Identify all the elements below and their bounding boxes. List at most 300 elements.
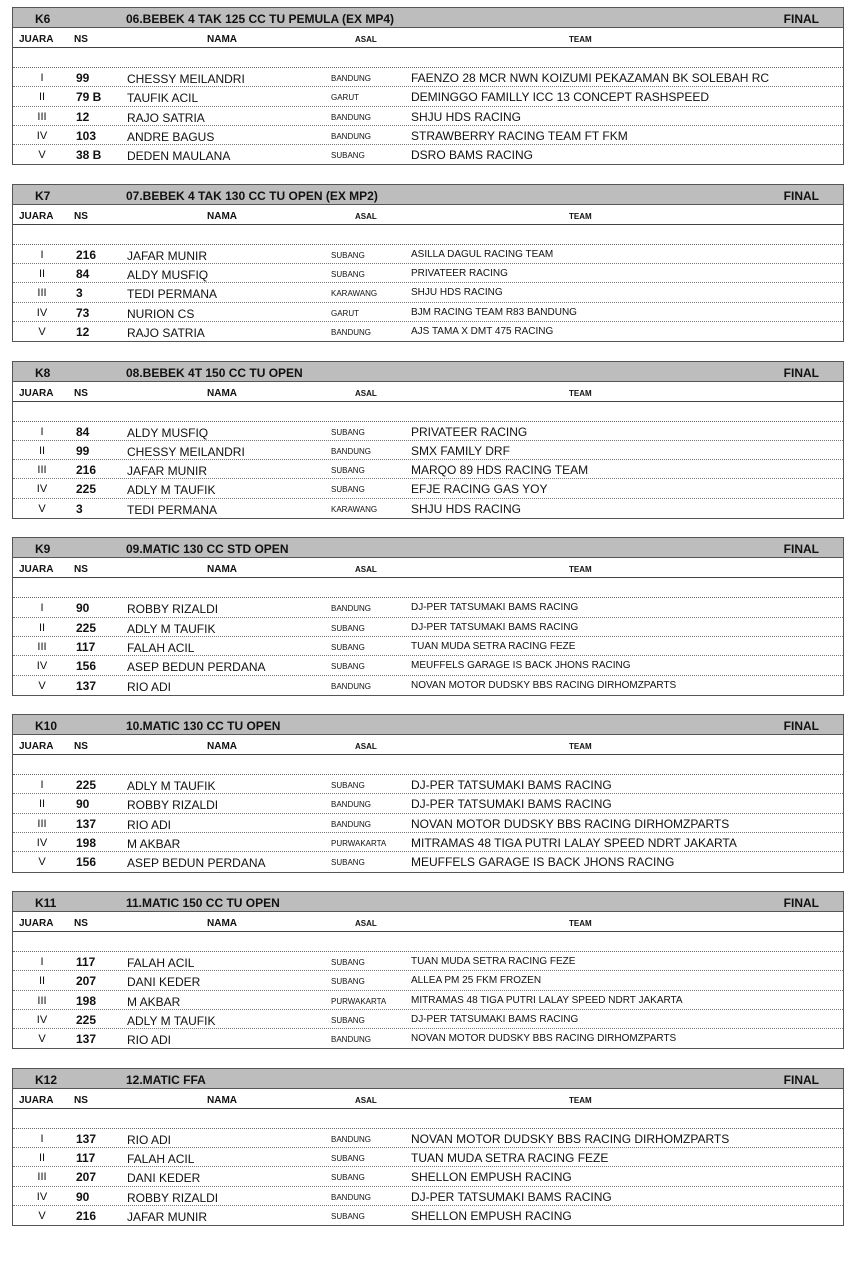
cell-asal: SUBANG — [331, 427, 365, 437]
cell-ns: 117 — [76, 639, 96, 654]
cell-asal: BANDUNG — [331, 131, 372, 141]
cell-juara: IV — [36, 1190, 48, 1203]
cell-nama: ASEP BEDUN PERDANA — [127, 660, 266, 675]
cell-team: DJ-PER TATSUMAKI BAMS RACING — [411, 602, 579, 614]
cell-team: SHELLON EMPUSH RACING — [411, 1170, 572, 1185]
cell-juara: IV — [36, 129, 48, 142]
cell-asal: BANDUNG — [331, 327, 372, 337]
cell-team: MITRAMAS 48 TIGA PUTRI LALAY SPEED NDRT JAKARTA — [411, 994, 683, 1006]
status-label: FINAL — [783, 895, 819, 910]
table-row — [13, 126, 843, 145]
column-header-asal: ASAL — [355, 918, 377, 928]
cell-team: PRIVATEER RACING — [411, 424, 528, 439]
column-header-ns: NS — [74, 210, 88, 222]
table-row — [13, 1187, 843, 1206]
cell-juara: I — [40, 1132, 44, 1145]
category-title: 10.MATIC 130 CC TU OPEN — [126, 719, 281, 734]
cell-ns: 73 — [76, 305, 90, 320]
cell-nama: FALAH ACIL — [127, 1151, 195, 1166]
cell-ns: 84 — [76, 267, 90, 282]
results-table — [12, 205, 844, 342]
cell-ns: 156 — [76, 659, 97, 674]
column-header-nama: NAMA — [207, 387, 237, 399]
status-label: FINAL — [783, 188, 819, 203]
cell-juara: I — [40, 72, 44, 84]
cell-team: EFJE RACING GAS YOY — [411, 482, 548, 497]
cell-nama: ADLY M TAUFIK — [127, 1013, 216, 1028]
column-header-team: TEAM — [569, 565, 592, 575]
cell-juara: IV — [36, 1013, 48, 1026]
cell-ns: 198 — [76, 993, 97, 1008]
cell-ns: 12 — [76, 324, 90, 339]
cell-juara: IV — [36, 660, 48, 673]
table-row — [13, 107, 843, 126]
cell-nama: RAJO SATRIA — [127, 325, 205, 340]
table-row — [13, 499, 843, 518]
cell-team: FAENZO 28 MCR NWN KOIZUMI PEKAZAMAN BK SOLEBAH RC — [411, 71, 770, 85]
table-row — [13, 794, 843, 813]
cell-ns: 3 — [76, 286, 83, 301]
results-document — [12, 7, 844, 1244]
column-header-nama: NAMA — [207, 564, 237, 576]
cell-team: MEUFFELS GARAGE IS BACK JHONS RACING — [411, 660, 631, 672]
cell-juara: III — [37, 817, 47, 830]
cell-juara: III — [37, 1171, 47, 1184]
blank-row — [13, 578, 843, 598]
category-code: K12 — [35, 1072, 58, 1087]
table-row — [13, 833, 843, 852]
cell-nama: JAFAR MUNIR — [127, 464, 208, 479]
category-section — [12, 184, 844, 342]
table-row — [13, 814, 843, 833]
section-header — [12, 537, 844, 558]
cell-nama: M AKBAR — [127, 837, 181, 852]
cell-ns: 84 — [76, 424, 90, 439]
cell-juara: V — [38, 502, 46, 515]
cell-team: SMX FAMILY DRF — [411, 443, 510, 458]
table-row — [13, 1167, 843, 1186]
cell-asal: SUBANG — [331, 623, 365, 633]
results-table — [12, 558, 844, 695]
cell-ns: 3 — [76, 501, 83, 516]
cell-ns: 12 — [76, 109, 90, 124]
cell-team: AJS TAMA X DMT 475 RACING — [411, 325, 554, 337]
table-row — [13, 971, 843, 990]
cell-juara: II — [38, 975, 46, 988]
cell-ns: 90 — [76, 797, 90, 812]
cell-nama: JAFAR MUNIR — [127, 248, 208, 263]
column-header-team: TEAM — [569, 35, 592, 44]
table-row — [13, 1010, 843, 1029]
cell-ns: 137 — [76, 678, 97, 693]
cell-team: NOVAN MOTOR DUDSKY BBS RACING DIRHOMZPARTS — [411, 816, 730, 831]
table-row — [13, 322, 843, 341]
cell-team: ALLEA PM 25 FKM FROZEN — [411, 975, 542, 987]
cell-juara: I — [40, 425, 44, 438]
cell-juara: I — [40, 955, 44, 968]
cell-asal: SUBANG — [331, 662, 365, 672]
status-label: FINAL — [783, 542, 819, 557]
table-row — [13, 422, 843, 441]
cell-nama: TEDI PERMANA — [127, 287, 218, 302]
column-header-juara: JUARA — [19, 1094, 54, 1106]
cell-asal: PURWAKARTA — [331, 839, 387, 849]
cell-asal: SUBANG — [331, 250, 365, 260]
category-title: 08.BEBEK 4T 150 CC TU OPEN — [126, 365, 303, 380]
column-header-row — [13, 912, 843, 932]
status-label: FINAL — [783, 719, 819, 734]
cell-asal: GARUT — [331, 93, 359, 103]
cell-nama: ASEP BEDUN PERDANA — [127, 856, 266, 871]
table-row — [13, 618, 843, 637]
cell-nama: DANI KEDER — [127, 975, 201, 990]
table-row — [13, 283, 843, 302]
column-header-asal: ASAL — [355, 211, 377, 221]
table-row — [13, 991, 843, 1010]
category-section — [12, 537, 844, 695]
cell-asal: BANDUNG — [331, 1035, 372, 1045]
column-header-asal: ASAL — [355, 35, 377, 44]
cell-team: STRAWBERRY RACING TEAM FT FKM — [411, 128, 628, 143]
cell-juara: I — [40, 602, 44, 615]
column-header-nama: NAMA — [207, 741, 237, 753]
cell-team: SHJU HDS RACING — [411, 501, 522, 516]
category-title: 09.MATIC 130 CC STD OPEN — [126, 542, 289, 557]
cell-juara: III — [37, 994, 47, 1007]
cell-juara: III — [37, 110, 47, 123]
column-header-asal: ASAL — [355, 388, 377, 398]
column-header-asal: ASAL — [355, 1095, 377, 1105]
cell-nama: ANDRE BAGUS — [127, 129, 215, 144]
results-table — [12, 382, 844, 519]
cell-team: TUAN MUDA SETRA RACING FEZE — [411, 955, 576, 967]
cell-team: SHJU HDS RACING — [411, 287, 503, 299]
cell-asal: SUBANG — [331, 977, 365, 987]
cell-juara: V — [38, 1209, 46, 1222]
cell-asal: BANDUNG — [331, 681, 372, 691]
cell-nama: ALDY MUSFIQ — [127, 425, 209, 440]
cell-juara: II — [38, 798, 46, 811]
cell-juara: III — [37, 640, 47, 653]
cell-nama: FALAH ACIL — [127, 955, 195, 970]
cell-team: DSRO BAMS RACING — [411, 148, 534, 163]
cell-asal: BANDUNG — [331, 819, 372, 829]
cell-nama: JAFAR MUNIR — [127, 1209, 208, 1224]
column-header-ns: NS — [74, 917, 88, 929]
cell-juara: II — [38, 1151, 46, 1164]
cell-nama: DANI KEDER — [127, 1171, 201, 1186]
column-header-nama: NAMA — [207, 917, 237, 929]
category-title: 12.MATIC FFA — [126, 1072, 206, 1087]
cell-nama: ROBBY RIZALDI — [127, 1190, 219, 1205]
category-section — [12, 714, 844, 872]
cell-ns: 90 — [76, 601, 90, 616]
status-label: FINAL — [783, 365, 819, 380]
cell-ns: 207 — [76, 974, 97, 989]
table-row — [13, 460, 843, 479]
category-title: 11.MATIC 150 CC TU OPEN — [126, 895, 280, 910]
category-code: K9 — [35, 542, 51, 557]
cell-asal: SUBANG — [331, 270, 365, 280]
column-header-juara: JUARA — [19, 917, 54, 929]
cell-nama: DEDEN MAULANA — [127, 149, 231, 164]
table-row — [13, 1206, 843, 1225]
table-row — [13, 1148, 843, 1167]
cell-team: DJ-PER TATSUMAKI BAMS RACING — [411, 621, 579, 633]
column-header-team: TEAM — [569, 211, 592, 221]
cell-nama: ADLY M TAUFIK — [127, 483, 216, 498]
column-header-row — [13, 558, 843, 578]
column-header-asal: ASAL — [355, 742, 377, 752]
cell-asal: BANDUNG — [331, 446, 372, 456]
cell-asal: BANDUNG — [331, 1134, 372, 1144]
cell-juara: IV — [36, 483, 48, 496]
blank-row — [13, 755, 843, 775]
table-row — [13, 1129, 843, 1148]
cell-ns: 207 — [76, 1170, 97, 1185]
cell-asal: SUBANG — [331, 642, 365, 652]
cell-nama: M AKBAR — [127, 994, 181, 1009]
cell-asal: BANDUNG — [331, 1192, 372, 1202]
cell-asal: SUBANG — [331, 1015, 365, 1025]
column-header-team: TEAM — [569, 742, 592, 752]
cell-team: NOVAN MOTOR DUDSKY BBS RACING DIRHOMZPARTS — [411, 1131, 730, 1146]
cell-ns: 103 — [76, 128, 97, 143]
column-header-team: TEAM — [569, 918, 592, 928]
section-header — [12, 714, 844, 735]
cell-asal: SUBANG — [331, 485, 365, 495]
table-row — [13, 264, 843, 283]
category-section — [12, 1068, 844, 1226]
cell-juara: I — [40, 248, 44, 261]
cell-asal: SUBANG — [331, 781, 365, 791]
cell-nama: RIO ADI — [127, 817, 172, 832]
cell-asal: SUBANG — [331, 858, 365, 868]
cell-nama: RAJO SATRIA — [127, 110, 205, 125]
table-row — [13, 68, 843, 87]
cell-juara: V — [38, 325, 46, 338]
cell-ns: 216 — [76, 247, 97, 262]
column-header-ns: NS — [74, 387, 88, 399]
cell-juara: V — [38, 679, 46, 692]
cell-juara: III — [37, 464, 47, 477]
cell-asal: GARUT — [331, 308, 359, 318]
section-header — [12, 1068, 844, 1089]
cell-nama: ROBBY RIZALDI — [127, 798, 219, 813]
cell-team: ASILLA DAGUL RACING TEAM — [411, 248, 554, 260]
category-section — [12, 361, 844, 519]
cell-nama: RIO ADI — [127, 1033, 172, 1048]
table-row — [13, 656, 843, 675]
cell-nama: ALDY MUSFIQ — [127, 268, 209, 283]
cell-juara: IV — [36, 306, 48, 319]
cell-team: DJ-PER TATSUMAKI BAMS RACING — [411, 778, 612, 793]
category-title: 07.BEBEK 4 TAK 130 CC TU OPEN (EX MP2) — [126, 188, 378, 203]
table-row — [13, 637, 843, 656]
cell-ns: 225 — [76, 1012, 97, 1027]
category-code: K7 — [35, 188, 51, 203]
cell-asal: SUBANG — [331, 1153, 365, 1163]
cell-ns: 38 B — [76, 148, 102, 163]
cell-nama: CHESSY MEILANDRI — [127, 72, 245, 86]
cell-nama: RIO ADI — [127, 679, 172, 694]
cell-asal: SUBANG — [331, 466, 365, 476]
cell-juara: II — [38, 621, 46, 634]
cell-nama: ROBBY RIZALDI — [127, 602, 219, 617]
cell-juara: V — [38, 1033, 46, 1046]
column-header-juara: JUARA — [19, 210, 54, 222]
cell-ns: 225 — [76, 778, 97, 793]
column-header-row — [13, 1089, 843, 1109]
column-header-juara: JUARA — [19, 34, 54, 45]
cell-nama: ADLY M TAUFIK — [127, 621, 216, 636]
cell-ns: 117 — [76, 1150, 96, 1165]
column-header-ns: NS — [74, 34, 88, 45]
table-row — [13, 87, 843, 106]
cell-nama: ADLY M TAUFIK — [127, 779, 216, 794]
column-header-ns: NS — [74, 564, 88, 576]
cell-juara: V — [38, 149, 46, 162]
cell-juara: II — [38, 91, 46, 104]
table-row — [13, 441, 843, 460]
cell-team: SHJU HDS RACING — [411, 109, 522, 124]
cell-ns: 225 — [76, 620, 97, 635]
column-header-ns: NS — [74, 1094, 88, 1106]
status-label: FINAL — [783, 1072, 819, 1087]
cell-ns: 99 — [76, 71, 90, 85]
cell-nama: CHESSY MEILANDRI — [127, 444, 245, 459]
blank-row — [13, 48, 843, 68]
cell-nama: NURION CS — [127, 306, 195, 321]
table-row — [13, 952, 843, 971]
column-header-nama: NAMA — [207, 210, 237, 222]
cell-juara: I — [40, 779, 44, 792]
blank-row — [13, 932, 843, 952]
cell-team: NOVAN MOTOR DUDSKY BBS RACING DIRHOMZPARTS — [411, 1033, 677, 1045]
column-header-asal: ASAL — [355, 565, 377, 575]
table-row — [13, 775, 843, 794]
section-header — [12, 7, 844, 28]
category-code: K11 — [35, 895, 57, 910]
cell-team: MEUFFELS GARAGE IS BACK JHONS RACING — [411, 855, 675, 870]
column-header-row — [13, 382, 843, 402]
cell-nama: RIO ADI — [127, 1132, 172, 1147]
cell-ns: 137 — [76, 1131, 97, 1146]
column-header-row — [13, 28, 843, 48]
column-header-ns: NS — [74, 741, 88, 753]
cell-asal: BANDUNG — [331, 604, 372, 614]
cell-ns: 99 — [76, 443, 90, 458]
section-header — [12, 361, 844, 382]
table-row — [13, 303, 843, 322]
cell-nama: TEDI PERMANA — [127, 502, 218, 517]
section-header — [12, 184, 844, 205]
cell-team: NOVAN MOTOR DUDSKY BBS RACING DIRHOMZPARTS — [411, 679, 677, 691]
cell-juara: V — [38, 856, 46, 869]
cell-ns: 216 — [76, 1208, 97, 1223]
column-header-nama: NAMA — [207, 34, 237, 45]
cell-nama: FALAH ACIL — [127, 640, 195, 655]
cell-asal: PURWAKARTA — [331, 996, 387, 1006]
cell-asal: KARAWANG — [331, 504, 378, 514]
cell-ns: 198 — [76, 836, 97, 851]
cell-juara: III — [37, 287, 47, 300]
cell-ns: 225 — [76, 482, 97, 497]
cell-team: DJ-PER TATSUMAKI BAMS RACING — [411, 797, 612, 812]
column-header-team: TEAM — [569, 1095, 592, 1105]
cell-asal: BANDUNG — [331, 112, 372, 122]
cell-team: MITRAMAS 48 TIGA PUTRI LALAY SPEED NDRT JAKARTA — [411, 836, 737, 851]
cell-team: SHELLON EMPUSH RACING — [411, 1208, 572, 1223]
cell-ns: 117 — [76, 954, 96, 969]
category-section — [12, 891, 844, 1049]
category-code: K8 — [35, 365, 51, 380]
cell-ns: 137 — [76, 816, 97, 831]
category-code: K6 — [35, 12, 51, 26]
cell-ns: 156 — [76, 855, 97, 870]
cell-team: DJ-PER TATSUMAKI BAMS RACING — [411, 1013, 579, 1025]
cell-ns: 79 B — [76, 90, 102, 105]
column-header-nama: NAMA — [207, 1094, 237, 1106]
category-code: K10 — [35, 719, 58, 734]
column-header-juara: JUARA — [19, 387, 54, 399]
blank-row — [13, 225, 843, 245]
table-row — [13, 145, 843, 164]
cell-team: MARQO 89 HDS RACING TEAM — [411, 463, 589, 478]
cell-asal: BANDUNG — [331, 74, 372, 83]
cell-asal: KARAWANG — [331, 289, 378, 299]
cell-ns: 216 — [76, 463, 97, 478]
cell-asal: SUBANG — [331, 1173, 365, 1183]
cell-nama: TAUFIK ACIL — [127, 91, 199, 106]
table-row — [13, 479, 843, 498]
table-row — [13, 1029, 843, 1048]
cell-team: DEMINGGO FAMILLY ICC 13 CONCEPT RASHSPEED — [411, 90, 710, 105]
column-header-juara: JUARA — [19, 741, 54, 753]
results-table — [12, 28, 844, 165]
column-header-team: TEAM — [569, 388, 592, 398]
results-table — [12, 1089, 844, 1226]
blank-row — [13, 402, 843, 422]
results-table — [12, 735, 844, 872]
cell-team: TUAN MUDA SETRA RACING FEZE — [411, 640, 576, 652]
blank-row — [13, 1109, 843, 1129]
results-table — [12, 912, 844, 1049]
cell-asal: SUBANG — [331, 1211, 365, 1221]
cell-team: BJM RACING TEAM R83 BANDUNG — [411, 306, 577, 318]
cell-juara: IV — [36, 837, 48, 850]
table-row — [13, 245, 843, 264]
category-section — [12, 7, 844, 165]
table-row — [13, 598, 843, 617]
column-header-row — [13, 735, 843, 755]
column-header-row — [13, 205, 843, 225]
status-label: FINAL — [783, 12, 819, 26]
cell-asal: SUBANG — [331, 957, 365, 967]
category-title: 06.BEBEK 4 TAK 125 CC TU PEMULA (EX MP4) — [126, 12, 395, 26]
table-row — [13, 852, 843, 871]
cell-asal: BANDUNG — [331, 800, 372, 810]
cell-ns: 137 — [76, 1032, 97, 1047]
column-header-juara: JUARA — [19, 564, 54, 576]
cell-juara: II — [38, 444, 46, 457]
cell-team: TUAN MUDA SETRA RACING FEZE — [411, 1150, 609, 1165]
cell-team: PRIVATEER RACING — [411, 268, 508, 280]
cell-ns: 90 — [76, 1189, 90, 1204]
cell-team: DJ-PER TATSUMAKI BAMS RACING — [411, 1189, 612, 1204]
cell-asal: SUBANG — [331, 151, 365, 161]
section-header — [12, 891, 844, 912]
